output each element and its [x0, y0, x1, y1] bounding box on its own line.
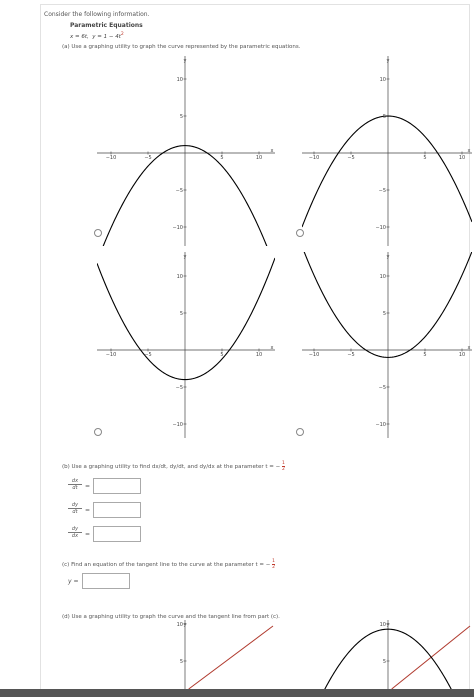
graph-option-6 [302, 620, 472, 689]
part-c-prompt [62, 559, 275, 570]
x-tick-label: 10 [458, 352, 466, 358]
part-a-prompt: (a) Use a graphing utility to graph the curve represented by the parametric equations. [62, 44, 301, 50]
x-tick-label: 5 [220, 155, 224, 161]
tangent-line-input[interactable] [82, 573, 130, 589]
y-tick-label: −5 [175, 188, 183, 194]
radio-graph-2[interactable] [296, 229, 304, 237]
y-tick-label: 5 [179, 114, 183, 120]
graph-option-3 [97, 252, 275, 438]
radio-graph-4[interactable] [296, 428, 304, 436]
y-tick-label: 5 [382, 311, 386, 317]
fraction-denominator: 2 [282, 467, 285, 472]
parametric-heading: Parametric Equations [70, 22, 143, 29]
dx-dt-input[interactable] [93, 478, 141, 494]
x-axis-label: x [467, 148, 471, 154]
y-tick-label: 10 [379, 622, 386, 628]
y-tick-label: 10 [379, 274, 386, 280]
graph-option-1 [97, 56, 275, 246]
radio-graph-1[interactable] [94, 229, 102, 237]
y-tick-label: 5 [382, 659, 386, 665]
y-tick-label: −10 [375, 422, 386, 428]
dy-dt-den: dt [68, 508, 82, 515]
parametric-curve [97, 146, 275, 246]
bottom-toolbar [0, 689, 474, 697]
y-tick-label: 10 [176, 77, 183, 83]
y-tick-label: −10 [375, 225, 386, 231]
y-axis-label: y [183, 254, 187, 260]
x-tick-label: −5 [347, 352, 355, 358]
graph-option-5 [97, 620, 275, 689]
y-tick-label: 5 [382, 114, 386, 120]
dy-dx-equals: = [85, 531, 91, 538]
dx-dt-num: dx [71, 478, 79, 484]
parametric-curve [302, 252, 472, 357]
y-tick-label: −10 [172, 422, 183, 428]
radio-graph-3[interactable] [94, 428, 102, 436]
y-tick-label: −5 [378, 385, 386, 391]
graph-option-2 [302, 56, 472, 246]
dx-dt-equals: = [85, 483, 91, 490]
x-tick-label: −10 [105, 352, 117, 358]
tangent-line [189, 626, 273, 689]
dy-dt-label [68, 502, 82, 515]
y-equation: y = 1 − 4t [92, 33, 121, 40]
y-tick-label: 5 [179, 659, 183, 665]
parameter-fraction-c [272, 559, 275, 570]
y-tick-label: 10 [176, 622, 183, 628]
fraction-numerator: 1 [272, 559, 276, 564]
x-axis-label: x [467, 345, 471, 351]
intro-text: Consider the following information. [44, 11, 150, 18]
y-axis-label: y [386, 622, 390, 628]
x-axis-label: x [270, 345, 274, 351]
y-tick-label: 5 [179, 311, 183, 317]
x-tick-label: 5 [423, 155, 427, 161]
part-c-prompt-text: (c) Find an equation of the tangent line to the curve at the parameter t = − [62, 562, 271, 568]
x-tick-label: 10 [255, 155, 263, 161]
graph-option-4 [302, 252, 472, 438]
y-exponent: 2 [120, 32, 124, 37]
dy-dx-den: dx [68, 532, 82, 539]
dy-dt-num: dy [71, 502, 79, 508]
x-tick-label: −10 [308, 155, 320, 161]
x-tick-label: −10 [308, 352, 320, 358]
x-tick-label: −5 [144, 352, 152, 358]
y-tick-label: −10 [172, 225, 183, 231]
dy-dx-num: dy [71, 526, 79, 532]
y-tick-label: −5 [378, 188, 386, 194]
y-axis-label: y [386, 254, 390, 260]
parametric-curve [302, 629, 472, 689]
x-tick-label: −5 [347, 155, 355, 161]
tangent-lhs: y = [68, 578, 79, 585]
part-d-prompt: (d) Use a graphing utility to graph the curve and the tangent line from part (c). [62, 614, 280, 620]
x-equation: x = 6t, [70, 33, 89, 40]
y-axis-label: y [386, 58, 390, 64]
y-axis-label: y [183, 622, 187, 628]
part-b-prompt [62, 461, 285, 472]
dx-dt-label [68, 478, 82, 491]
dy-dx-label [68, 526, 82, 539]
part-b-prompt-text: (b) Use a graphing utility to find dx/dt, dy/dt, and dy/dx at the parameter t = − [62, 464, 281, 470]
parametric-curve [302, 116, 472, 227]
x-tick-label: 10 [458, 155, 466, 161]
y-tick-label: 10 [176, 274, 183, 280]
x-tick-label: 10 [255, 352, 263, 358]
y-tick-label: 10 [379, 77, 386, 83]
dy-dx-input[interactable] [93, 526, 141, 542]
x-tick-label: −10 [105, 155, 117, 161]
dy-dt-input[interactable] [93, 502, 141, 518]
x-tick-label: 5 [423, 352, 427, 358]
parameter-fraction-b [282, 461, 285, 472]
parametric-equations [70, 32, 124, 40]
dy-dt-equals: = [85, 507, 91, 514]
y-tick-label: −5 [175, 385, 183, 391]
fraction-denominator: 2 [272, 565, 276, 570]
x-tick-label: −5 [144, 155, 152, 161]
x-axis-label: x [270, 148, 274, 154]
fraction-numerator: 1 [282, 461, 285, 466]
y-axis-label: y [183, 58, 187, 64]
dx-dt-den: dt [68, 484, 82, 491]
x-tick-label: 5 [220, 352, 224, 358]
